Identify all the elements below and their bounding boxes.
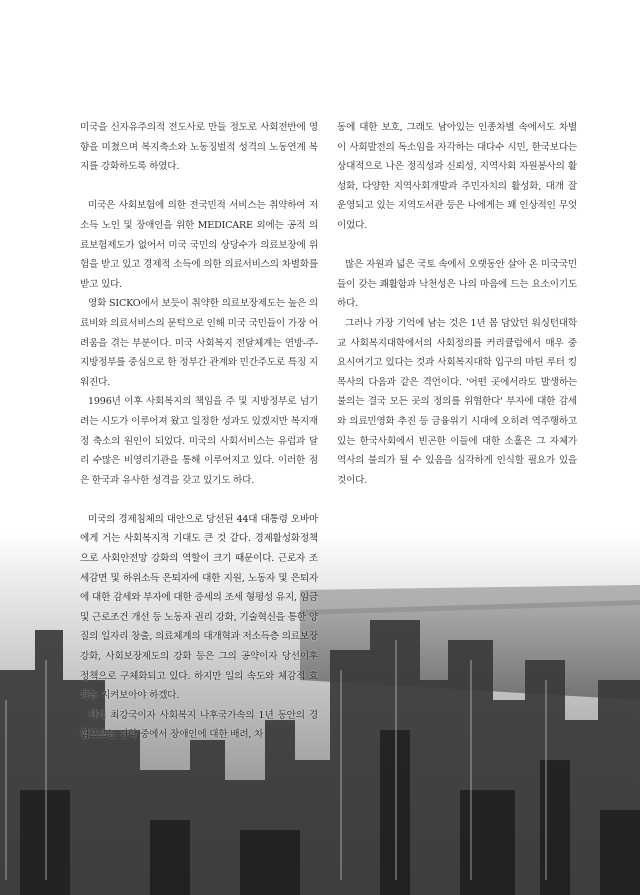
paragraph: 그러나 가장 기억에 남는 것은 1년 몸 담았던 워싱턴대학교 사회복지대학에서의 사회정의를 커리큘럼에서 매우 중요시여기고 있다는 것과 사회복지대학 입구의 마틴 루터 킹 목사의 다음과 같은 격언이다. '어떤 곳에서라도 발생하는 불의는 결국 모든 곳의 정의를 위협한다' 부자에 대한 감세와 의료민영화 추진 등 금융위기 시대에 오히려 역주행하고 있는 한국사회에서 빈곤한 이들에 대한 소홀은 그 자체가 역사의 불의가 될 수 있음을 심각하게 인식할 필요가 있을 것이다. [337,317,577,486]
paragraph: 많은 자원과 넓은 국토 속에서 오랫동안 살아 온 미국국민들이 갖는 쾌활함과 낙천성은 나의 마음에 드는 요소이기도 하다. [337,259,577,310]
paragraph: 동에 대한 보호, 그래도 남아있는 인종차별 속에서도 차별이 사회발전의 독소임을 자각하는 대다수 시민, 한국보다는 상대적으로 나은 정직성과 신뢰성, 지역사회 자원봉사의 활성화, 다양한 지역사회개발과 주민자치의 활성화, 대개 잘 운영되고 있는 지역도서관 등은 나에게는 꽤 인상적인 무엇이었다. [337,122,577,231]
paragraph: 1996년 이후 사회복지의 책임을 주 및 지방정부로 넘기려는 시도가 이루어져 왔고 일정한 성과도 있겠지만 복지재정 축소의 원인이 되었다. 미국의 사회서비스는 유럽과 달리 수많은 비영리기관을 통해 이루어지고 있다. 이러한 점은 한국과 유사한 성격을 갖고 있기도 하다. [80,396,318,486]
left-text-column [80,118,318,745]
paragraph: 미국은 사회보험에 의한 전국민적 서비스는 취약하여 저소득 노인 및 장애인을 위한 MEDICARE 외에는 공적 의료보험제도가 없어서 미국 국민의 상당수가 의료보장에 위험을 받고 있고 경제적 소득에 의한 의료서비스의 차별화를 받고 있다. [80,200,318,290]
paragraph: 세계 최강국이자 사회복지 나후국가속의 1년 동안의 경험으로는 견학 중에서 장애인에 대한 배려, 차 [80,709,318,741]
paragraph: 영화 SICKO에서 보듯이 취약한 의료보장제도는 높은 의료비와 의료서비스의 문턱으로 인해 미국 국민들이 가장 어려움을 겪는 부분이다. 미국 사회복지 전달체계는 연방-주-지방정부를 중심으로 한 정부간 관계와 민간주도로 특징 지워진다. [80,298,318,388]
paragraph: 미국을 신자유주의적 전도사로 만들 정도로 사회전반에 영향을 미쳤으며 복지축소와 노동징벌적 성격의 노동연계 복지를 강화하도록 하였다. [80,122,318,173]
paragraph: 미국의 경제침체의 대안으로 당선된 44대 대통령 오바마에게 거는 사회복지적 기대도 큰 것 같다. 경제활성화정책으로 사회안전망 강화의 역할이 크기 때문이다. 근로자 조세감면 및 하위소득 은퇴자에 대한 지원, 노동자 및 은퇴자에 대한 감세와 부자에 대한 증세의 조세 형평성 유지, 임금 및 근로조건 개선 등 노동자 권리 강화, 기술혁신을 통한 양질의 일자리 창출, 의료체계의 대개혁과 저소득층 의료보장 강화, 사회보장제도의 강화 등은 그의 공약이자 당선이후 정책으로 구체화되고 있다. 하지만 일의 속도와 체감적 효과는 지켜보아야 하겠다. [80,513,318,702]
right-text-column [337,118,577,510]
